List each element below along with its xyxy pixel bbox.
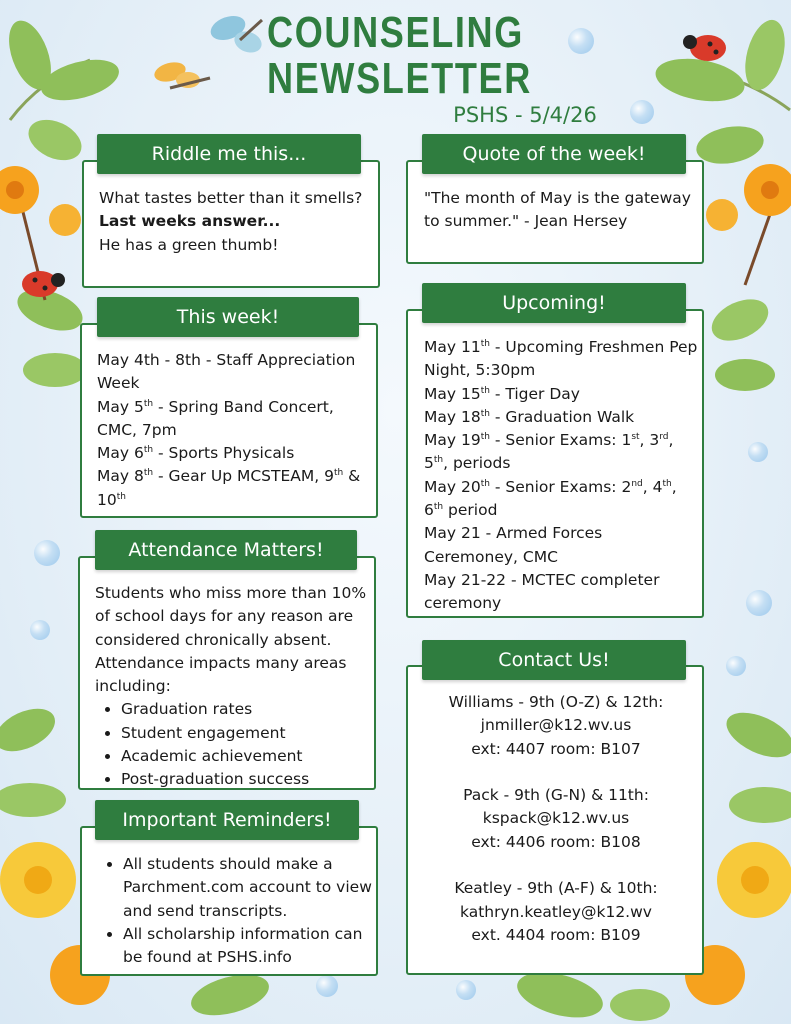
- bullet-item: • Academic achievement: [121, 745, 370, 768]
- reminders-header: Important Reminders!: [95, 800, 359, 840]
- contact-name: Williams - 9th (O-Z) & 12th:: [448, 693, 664, 711]
- contact-extension: ext: 4406 room: B108: [471, 832, 641, 851]
- item-text: May 21-22 - MCTEC completer ceremony: [424, 570, 660, 613]
- item-text: , 3: [639, 431, 660, 450]
- item-text: May 5: [97, 397, 144, 416]
- upcoming-box: [406, 309, 704, 618]
- list-item: [424, 336, 699, 383]
- superscript: th: [480, 408, 490, 419]
- item-text: May 20: [424, 477, 481, 496]
- contact-extension: ext. 4404 room: B109: [471, 925, 641, 944]
- superscript: nd: [631, 478, 643, 489]
- bubble-icon: [316, 975, 338, 997]
- item-text: - Upcoming Freshmen Pep Night, 5:30pm: [424, 338, 698, 380]
- bubble-icon: [34, 540, 60, 566]
- item-text: - Sports Physicals: [153, 444, 295, 463]
- superscript: th: [480, 478, 490, 489]
- this-week-list: [97, 349, 369, 512]
- item-text: - Senior Exams: 2: [489, 477, 632, 496]
- bubble-icon: [30, 620, 50, 640]
- list-item: [424, 383, 699, 406]
- bullet-item: • Student engagement: [121, 722, 370, 745]
- list-item: [424, 406, 699, 429]
- quote-text: "The month of May is the gateway to summer." - Jean Hersey: [424, 189, 691, 231]
- superscript: th: [143, 468, 154, 479]
- item-text: May 11: [424, 338, 481, 356]
- item-text: - Spring Band Concert, CMC, 7pm: [97, 397, 334, 439]
- list-item: [97, 349, 369, 396]
- butterfly-icon: [152, 12, 264, 88]
- contact-box: [406, 665, 704, 975]
- contact-extension: ext: 4407 room: B107: [471, 739, 641, 758]
- superscript: rd: [659, 432, 669, 443]
- this-week-box: [80, 323, 378, 518]
- contact-entry: [414, 877, 698, 947]
- title-line-2: NEWSLETTER: [267, 54, 532, 103]
- contact-header: Contact Us!: [422, 640, 686, 680]
- item-text: - Graduation Walk: [489, 407, 635, 426]
- list-item: [424, 569, 699, 616]
- superscript: th: [480, 432, 490, 443]
- list-item: [424, 522, 699, 569]
- contact-email[interactable]: jnmiller@k12.wv.us: [480, 716, 632, 735]
- item-text: - Tiger Day: [489, 384, 580, 403]
- item-text: May 15: [424, 384, 481, 403]
- attendance-bullets: [95, 698, 370, 791]
- bubble-icon: [568, 28, 594, 54]
- superscript: th: [480, 338, 490, 349]
- item-text: - Gear Up MCSTEAM, 9: [153, 467, 334, 486]
- bubble-icon: [630, 100, 654, 124]
- contact-list: [414, 691, 698, 947]
- bubble-icon: [746, 590, 772, 616]
- riddle-answer: He has a green thumb!: [99, 235, 279, 254]
- list-item: [424, 429, 699, 476]
- superscript: th: [116, 491, 126, 502]
- superscript: th: [333, 468, 344, 479]
- riddle-header: Riddle me this...: [97, 134, 361, 174]
- riddle-answer-label: Last weeks answer...: [99, 212, 281, 231]
- bubble-icon: [726, 656, 746, 676]
- bullet-item: • Graduation rates: [121, 698, 370, 721]
- contact-name: Pack - 9th (G-N) & 11th:: [463, 786, 649, 805]
- upcoming-list: [424, 336, 699, 616]
- contact-entry: [414, 784, 698, 854]
- item-text: May 21 - Armed Forces Ceremoney, CMC: [424, 524, 603, 566]
- contact-email[interactable]: kathryn.keatley@k12.wv: [460, 902, 652, 921]
- item-text: period: [443, 501, 498, 520]
- list-item: [97, 396, 369, 443]
- superscript: th: [433, 455, 444, 466]
- list-item: [424, 476, 699, 523]
- quote-header: Quote of the week!: [422, 134, 686, 174]
- bullet-item: • Post-graduation success: [121, 768, 370, 791]
- contact-email[interactable]: kspack@k12.wv.us: [482, 809, 630, 828]
- item-text: May 18: [424, 407, 481, 426]
- bullet-item: • All scholarship information can be found at PSHS.info: [123, 923, 372, 970]
- list-item: [97, 465, 369, 512]
- bubble-icon: [748, 442, 768, 462]
- item-text: May 8: [97, 467, 144, 486]
- superscript: st: [631, 432, 640, 443]
- bullet-item: • All students should make a Parchment.com account to view and send transcripts.: [123, 853, 372, 923]
- superscript: th: [143, 445, 154, 456]
- bubble-icon: [456, 980, 476, 1000]
- reminders-bullets: [97, 853, 372, 969]
- riddle-box: [82, 160, 380, 288]
- date-subtitle: PSHS - 5/4/26: [453, 103, 597, 127]
- item-text: May 4th - 8th - Staff Appreciation Week: [97, 351, 356, 393]
- quote-box: [406, 160, 704, 264]
- item-text: , 6: [424, 477, 677, 520]
- superscript: th: [433, 501, 444, 512]
- item-text: , periods: [443, 454, 511, 473]
- item-text: May 6: [97, 444, 144, 463]
- title-line-1: COUNSELING: [267, 8, 524, 57]
- page-title: [267, 8, 532, 103]
- superscript: th: [662, 478, 672, 489]
- item-text: May 19: [424, 431, 481, 450]
- superscript: th: [143, 398, 154, 409]
- item-text: , 4: [642, 477, 663, 496]
- reminders-box: [80, 826, 378, 976]
- this-week-header: This week!: [97, 297, 359, 337]
- item-text: & 10: [97, 467, 361, 509]
- item-text: , 5: [424, 431, 674, 473]
- attendance-box: [78, 556, 376, 790]
- contact-entry: [414, 691, 698, 761]
- item-text: - Senior Exams: 1: [489, 431, 632, 450]
- attendance-header: Attendance Matters!: [95, 530, 357, 570]
- contact-name: Keatley - 9th (A-F) & 10th:: [454, 879, 658, 898]
- riddle-question: What tastes better than it smells?: [99, 189, 363, 207]
- attendance-text: Students who miss more than 10% of school days for any reason are considered chronically absent. Attendance impacts many areas including:: [95, 584, 367, 696]
- superscript: th: [480, 385, 490, 396]
- list-item: [97, 442, 369, 465]
- upcoming-header: Upcoming!: [422, 283, 686, 323]
